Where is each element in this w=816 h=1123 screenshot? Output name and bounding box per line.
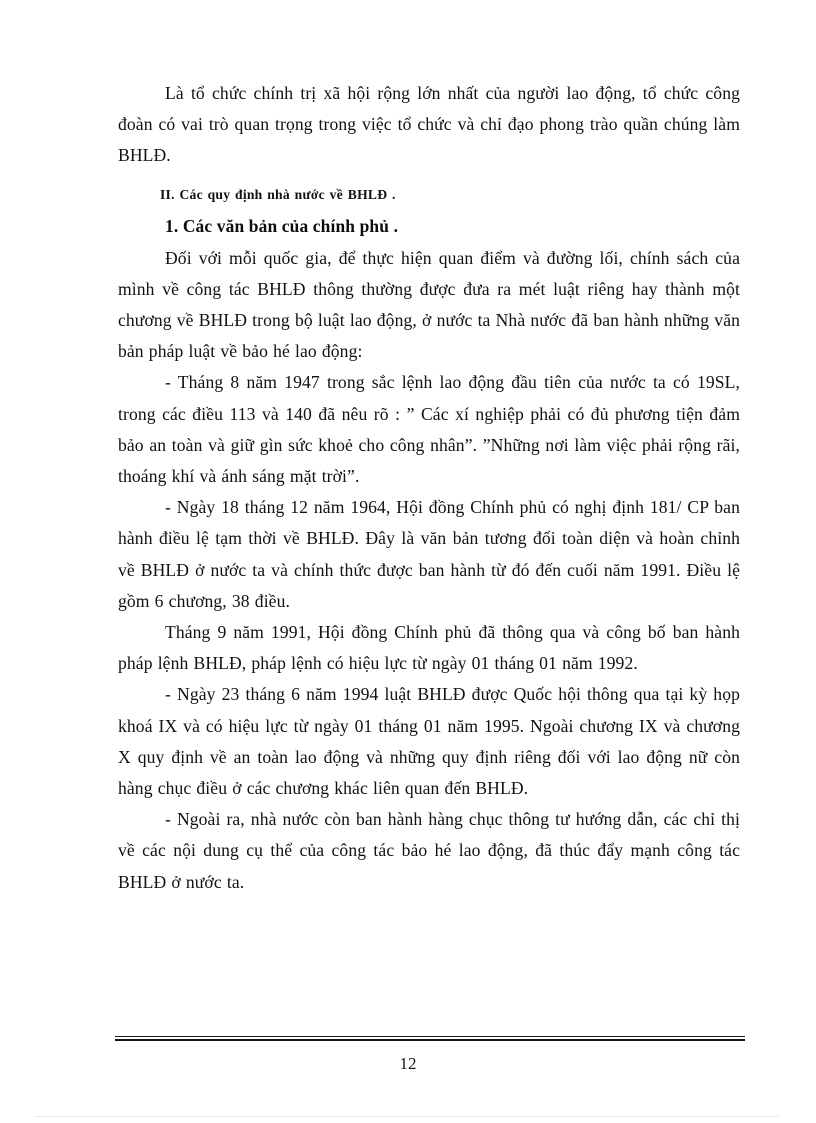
paragraph-intro: Là tổ chức chính trị xã hội rộng lớn nhất của người lao động, tổ chức công đoàn có vai trò quan trọng trong việc tổ chức và chỉ đạo phong trào quần chúng làm BHLĐ. [118,83,740,166]
paragraph-1991-ordinance: Tháng 9 năm 1991, Hội đồng Chính phủ đã thông qua và công bố ban hành pháp lệnh BHLĐ, pháp lệnh có hiệu lực từ ngày 01 tháng 01 năm 1992. [118,622,740,674]
footer-divider-line-bottom [115,1039,745,1041]
heading-section-ii: II. Các quy định nhà nước về BHLĐ . [160,186,396,202]
paragraph-1947-decree: - Tháng 8 năm 1947 trong sắc lệnh lao động đầu tiên của nước ta có 19SL, trong các điều 113 và 140 đã nêu rõ : ” Các xí nghiệp phải có đủ phương tiện đảm bảo an toàn và giữ gìn sức khoẻ cho công nhân”. ”Những nơi làm việc phải rộng rãi, thoáng khí và ánh sáng mặt trời”. [118,372,740,487]
page-content [118,78,740,898]
page-number: 12 [399,1054,417,1073]
paragraph-1994-law: - Ngày 23 tháng 6 năm 1994 luật BHLĐ được Quốc hội thông qua tại kỳ họp khoá IX và có hiệu lực từ ngày 01 tháng 01 năm 1995. Ngoài chương IX và chương X quy định về an toàn lao động và những quy định riêng đối với lao động nữ còn hàng chục điều ở các chương khác liên quan đến BHLĐ. [118,684,740,799]
footer-divider [115,1036,745,1041]
paragraph-policy-overview: Đối với mỗi quốc gia, để thực hiện quan điểm và đường lối, chính sách của mình về công tác BHLĐ thông thường được đưa ra mét luật riêng hay thành một chương về BHLĐ trong bộ luật lao động, ở nước ta Nhà nước đã ban hành những văn bản pháp luật về bảo hé lao động: [118,247,740,362]
heading-subsection-1: 1. Các văn bản của chính phủ . [165,215,399,236]
paragraph-1964-decree: - Ngày 18 tháng 12 năm 1964, Hội đồng Chính phủ có nghị định 181/ CP ban hành điều lệ tạm thời về BHLĐ. Đây là văn bản tương đối toàn diện và hoàn chỉnh về BHLĐ ở nước ta và chính thức được ban hành từ đó đến cuối năm 1991. Điều lệ gồm 6 chương, 38 điều. [118,497,740,611]
paragraph-circulars: - Ngoài ra, nhà nước còn ban hành hàng chục thông tư hướng dẫn, các chỉ thị về các nội dung cụ thể của công tác bảo hé lao động, đã thúc đẩy mạnh công tác BHLĐ ở nước ta. [118,809,740,892]
scan-edge-dotted-line [36,1116,780,1118]
